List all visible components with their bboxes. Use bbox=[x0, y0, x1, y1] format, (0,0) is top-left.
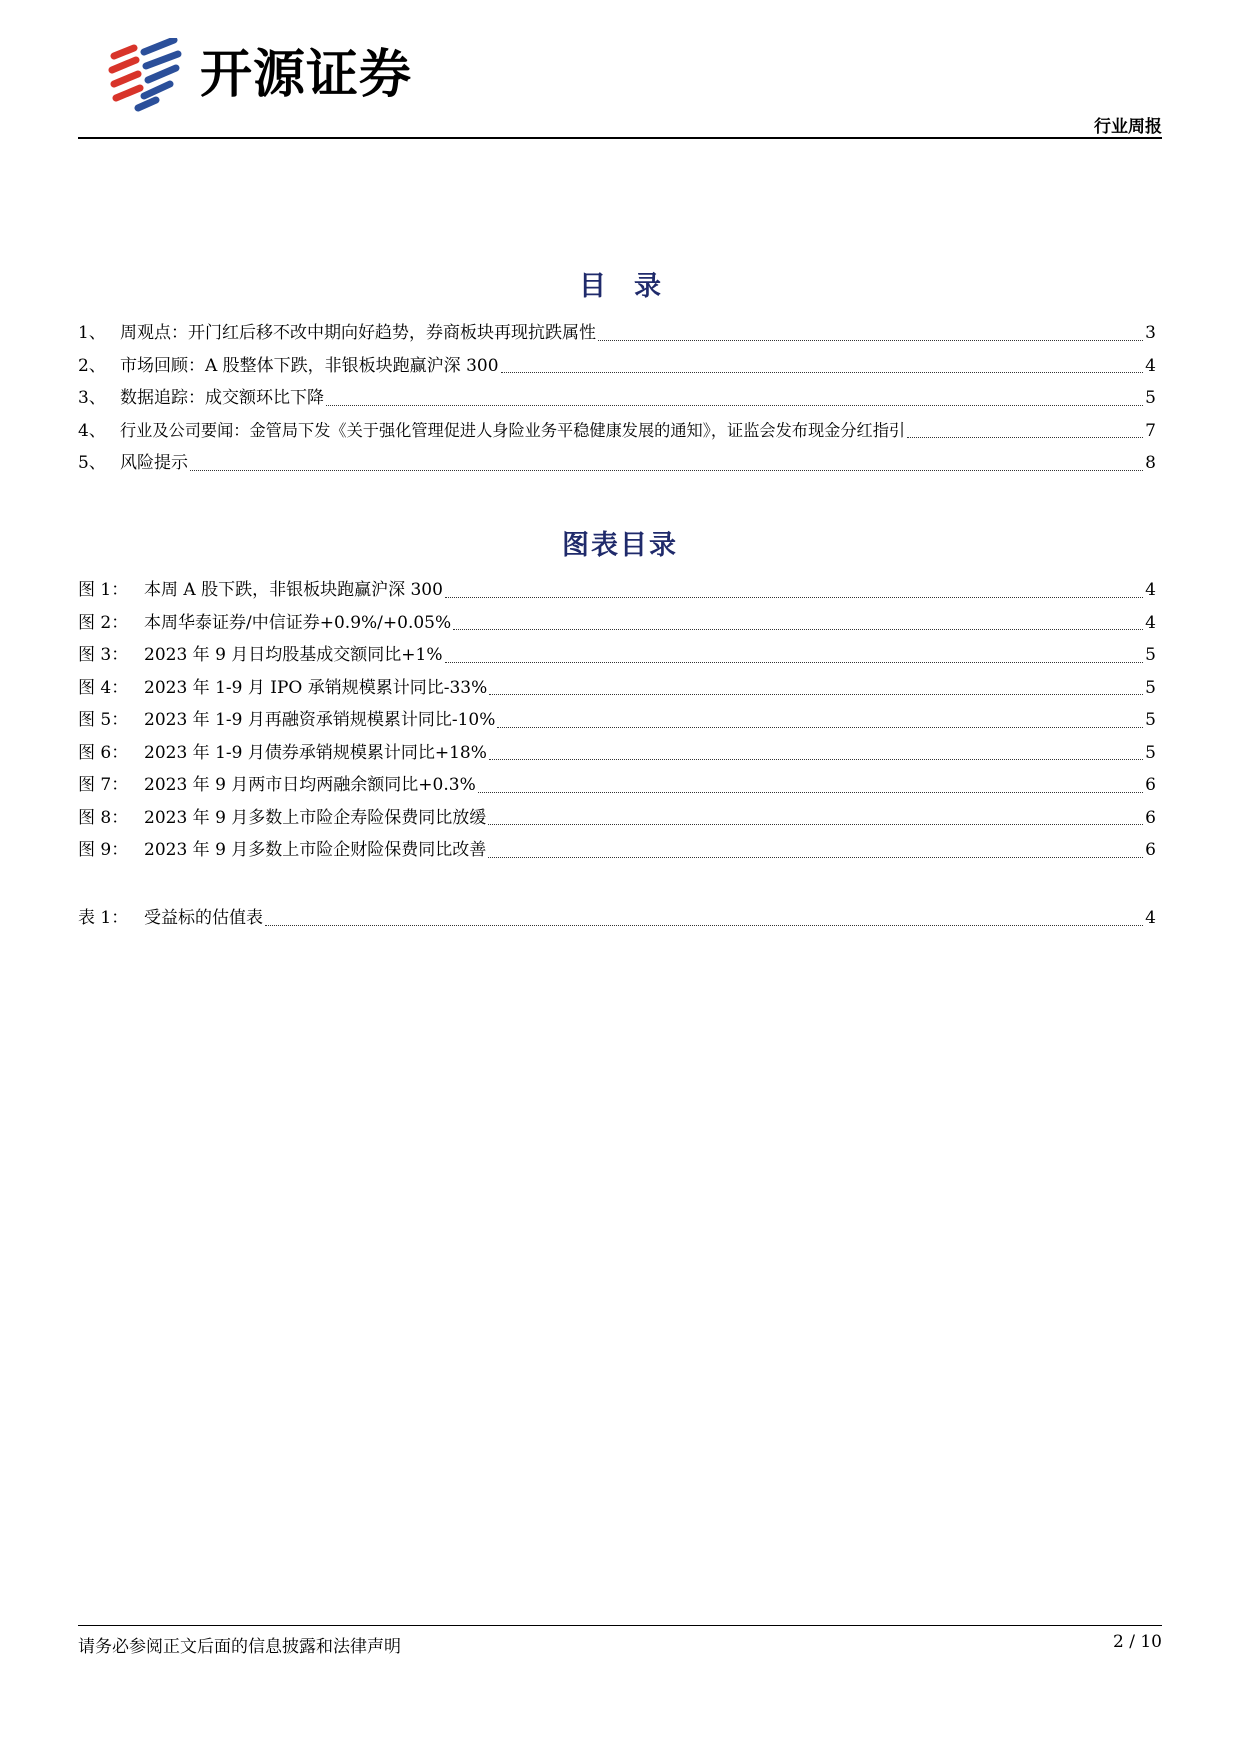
figure-number: 图 8： bbox=[78, 807, 129, 828]
toc-item-number: 4、 bbox=[78, 420, 106, 441]
figure-toc-list bbox=[78, 575, 1156, 868]
toc-item-label: 市场回顾：A 股整体下跌，非银板块跑赢沪深 300 bbox=[120, 355, 499, 376]
figure-toc-item[interactable] bbox=[78, 705, 1156, 738]
toc-leader-dots bbox=[265, 925, 1143, 926]
table-label: 受益标的估值表 bbox=[144, 908, 263, 928]
figure-number: 图 2： bbox=[78, 612, 129, 633]
figure-label: 2023 年 1-9 月再融资承销规模累计同比-10% bbox=[144, 710, 496, 730]
figure-label: 2023 年 1-9 月债券承销规模累计同比+18% bbox=[144, 742, 487, 763]
figure-page: 5 bbox=[1145, 645, 1156, 665]
figure-label: 2023 年 1-9 月 IPO 承销规模累计同比-33% bbox=[144, 677, 488, 698]
toc-item-label: 行业及公司要闻：金管局下发《关于强化管理促进人身险业务平稳健康发展的通知》，证监会发布现金分红指引 bbox=[120, 420, 906, 440]
toc-leader-dots bbox=[489, 759, 1143, 760]
toc-item[interactable] bbox=[78, 351, 1156, 384]
toc-title: 目录 bbox=[579, 271, 689, 302]
toc-item[interactable] bbox=[78, 416, 1156, 449]
figure-page: 4 bbox=[1145, 580, 1156, 600]
figure-number: 图 1： bbox=[78, 580, 129, 600]
toc-leader-dots bbox=[488, 857, 1143, 858]
figure-toc-item[interactable] bbox=[78, 673, 1156, 706]
figure-number: 图 7： bbox=[78, 775, 129, 795]
figure-label: 2023 年 9 月多数上市险企寿险保费同比放缓 bbox=[144, 807, 487, 828]
figure-page: 4 bbox=[1145, 612, 1156, 633]
kaiyuan-logo-icon bbox=[104, 38, 186, 112]
toc-leader-dots bbox=[445, 662, 1144, 663]
table-page: 4 bbox=[1145, 908, 1156, 928]
table-toc-item[interactable] bbox=[78, 903, 1156, 936]
toc-item[interactable] bbox=[78, 383, 1156, 416]
toc-leader-dots bbox=[907, 437, 1143, 438]
figure-label: 本周 A 股下跌，非银板块跑赢沪深 300 bbox=[144, 580, 443, 600]
footer-divider bbox=[78, 1625, 1162, 1626]
figure-label: 本周华泰证券/中信证券+0.9%/+0.05% bbox=[144, 612, 452, 633]
figure-toc-item[interactable] bbox=[78, 575, 1156, 608]
table-toc-list bbox=[78, 903, 1156, 936]
figure-number: 图 3： bbox=[78, 645, 129, 665]
figure-page: 6 bbox=[1145, 840, 1156, 860]
toc-item-number: 5、 bbox=[78, 453, 106, 473]
toc-leader-dots bbox=[445, 597, 1143, 598]
figure-page: 5 bbox=[1145, 742, 1156, 763]
report-type-label: 行业周报 bbox=[1094, 117, 1162, 137]
table-number: 表 1： bbox=[78, 908, 129, 928]
figure-toc-item[interactable] bbox=[78, 738, 1156, 771]
toc-item-page: 5 bbox=[1145, 388, 1156, 408]
toc-leader-dots bbox=[501, 372, 1144, 373]
toc-item-number: 2、 bbox=[78, 355, 106, 376]
toc-item-page: 3 bbox=[1145, 323, 1156, 343]
figure-number: 图 9： bbox=[78, 840, 129, 860]
toc-leader-dots bbox=[478, 792, 1143, 793]
toc-item[interactable] bbox=[78, 448, 1156, 481]
toc-item-label: 风险提示 bbox=[120, 453, 188, 473]
toc-leader-dots bbox=[488, 824, 1143, 825]
brand-name: 开源证券 bbox=[200, 45, 413, 105]
toc-item-label: 数据追踪：成交额环比下降 bbox=[120, 388, 324, 408]
figure-toc-item[interactable] bbox=[78, 640, 1156, 673]
figure-page: 6 bbox=[1145, 775, 1156, 795]
toc-item-label: 周观点：开门红后移不改中期向好趋势，券商板块再现抗跌属性 bbox=[120, 323, 596, 343]
toc-leader-dots bbox=[190, 470, 1143, 471]
figure-label: 2023 年 9 月日均股基成交额同比+1% bbox=[144, 645, 443, 665]
figure-toc-item[interactable] bbox=[78, 608, 1156, 641]
footer-disclaimer: 请务必参阅正文后面的信息披露和法律声明 bbox=[78, 1637, 401, 1657]
toc-item-page: 7 bbox=[1145, 420, 1156, 441]
figure-toc-item[interactable] bbox=[78, 835, 1156, 868]
figure-toc-item[interactable] bbox=[78, 803, 1156, 836]
toc-leader-dots bbox=[489, 694, 1143, 695]
figure-label: 2023 年 9 月两市日均两融余额同比+0.3% bbox=[144, 775, 476, 795]
toc-leader-dots bbox=[598, 340, 1143, 341]
figure-page: 5 bbox=[1145, 677, 1156, 698]
company-logo bbox=[104, 38, 412, 112]
figure-label: 2023 年 9 月多数上市险企财险保费同比改善 bbox=[144, 840, 487, 860]
toc-item[interactable] bbox=[78, 318, 1156, 351]
figure-page: 6 bbox=[1145, 807, 1156, 828]
figure-number: 图 4： bbox=[78, 677, 129, 698]
toc-list bbox=[78, 318, 1156, 481]
toc-leader-dots bbox=[453, 629, 1143, 630]
toc-item-number: 1、 bbox=[78, 323, 106, 343]
toc-leader-dots bbox=[326, 405, 1143, 406]
figure-number: 图 6： bbox=[78, 742, 129, 763]
figure-toc-item[interactable] bbox=[78, 770, 1156, 803]
figure-number: 图 5： bbox=[78, 710, 129, 730]
figure-toc-title: 图表目录 bbox=[562, 530, 678, 561]
header-divider bbox=[78, 137, 1162, 139]
toc-item-page: 8 bbox=[1145, 453, 1156, 473]
toc-item-page: 4 bbox=[1145, 355, 1156, 376]
toc-item-number: 3、 bbox=[78, 388, 106, 408]
figure-page: 5 bbox=[1145, 710, 1156, 730]
footer-page-number: 2 / 10 bbox=[1113, 1632, 1162, 1652]
toc-leader-dots bbox=[497, 727, 1143, 728]
